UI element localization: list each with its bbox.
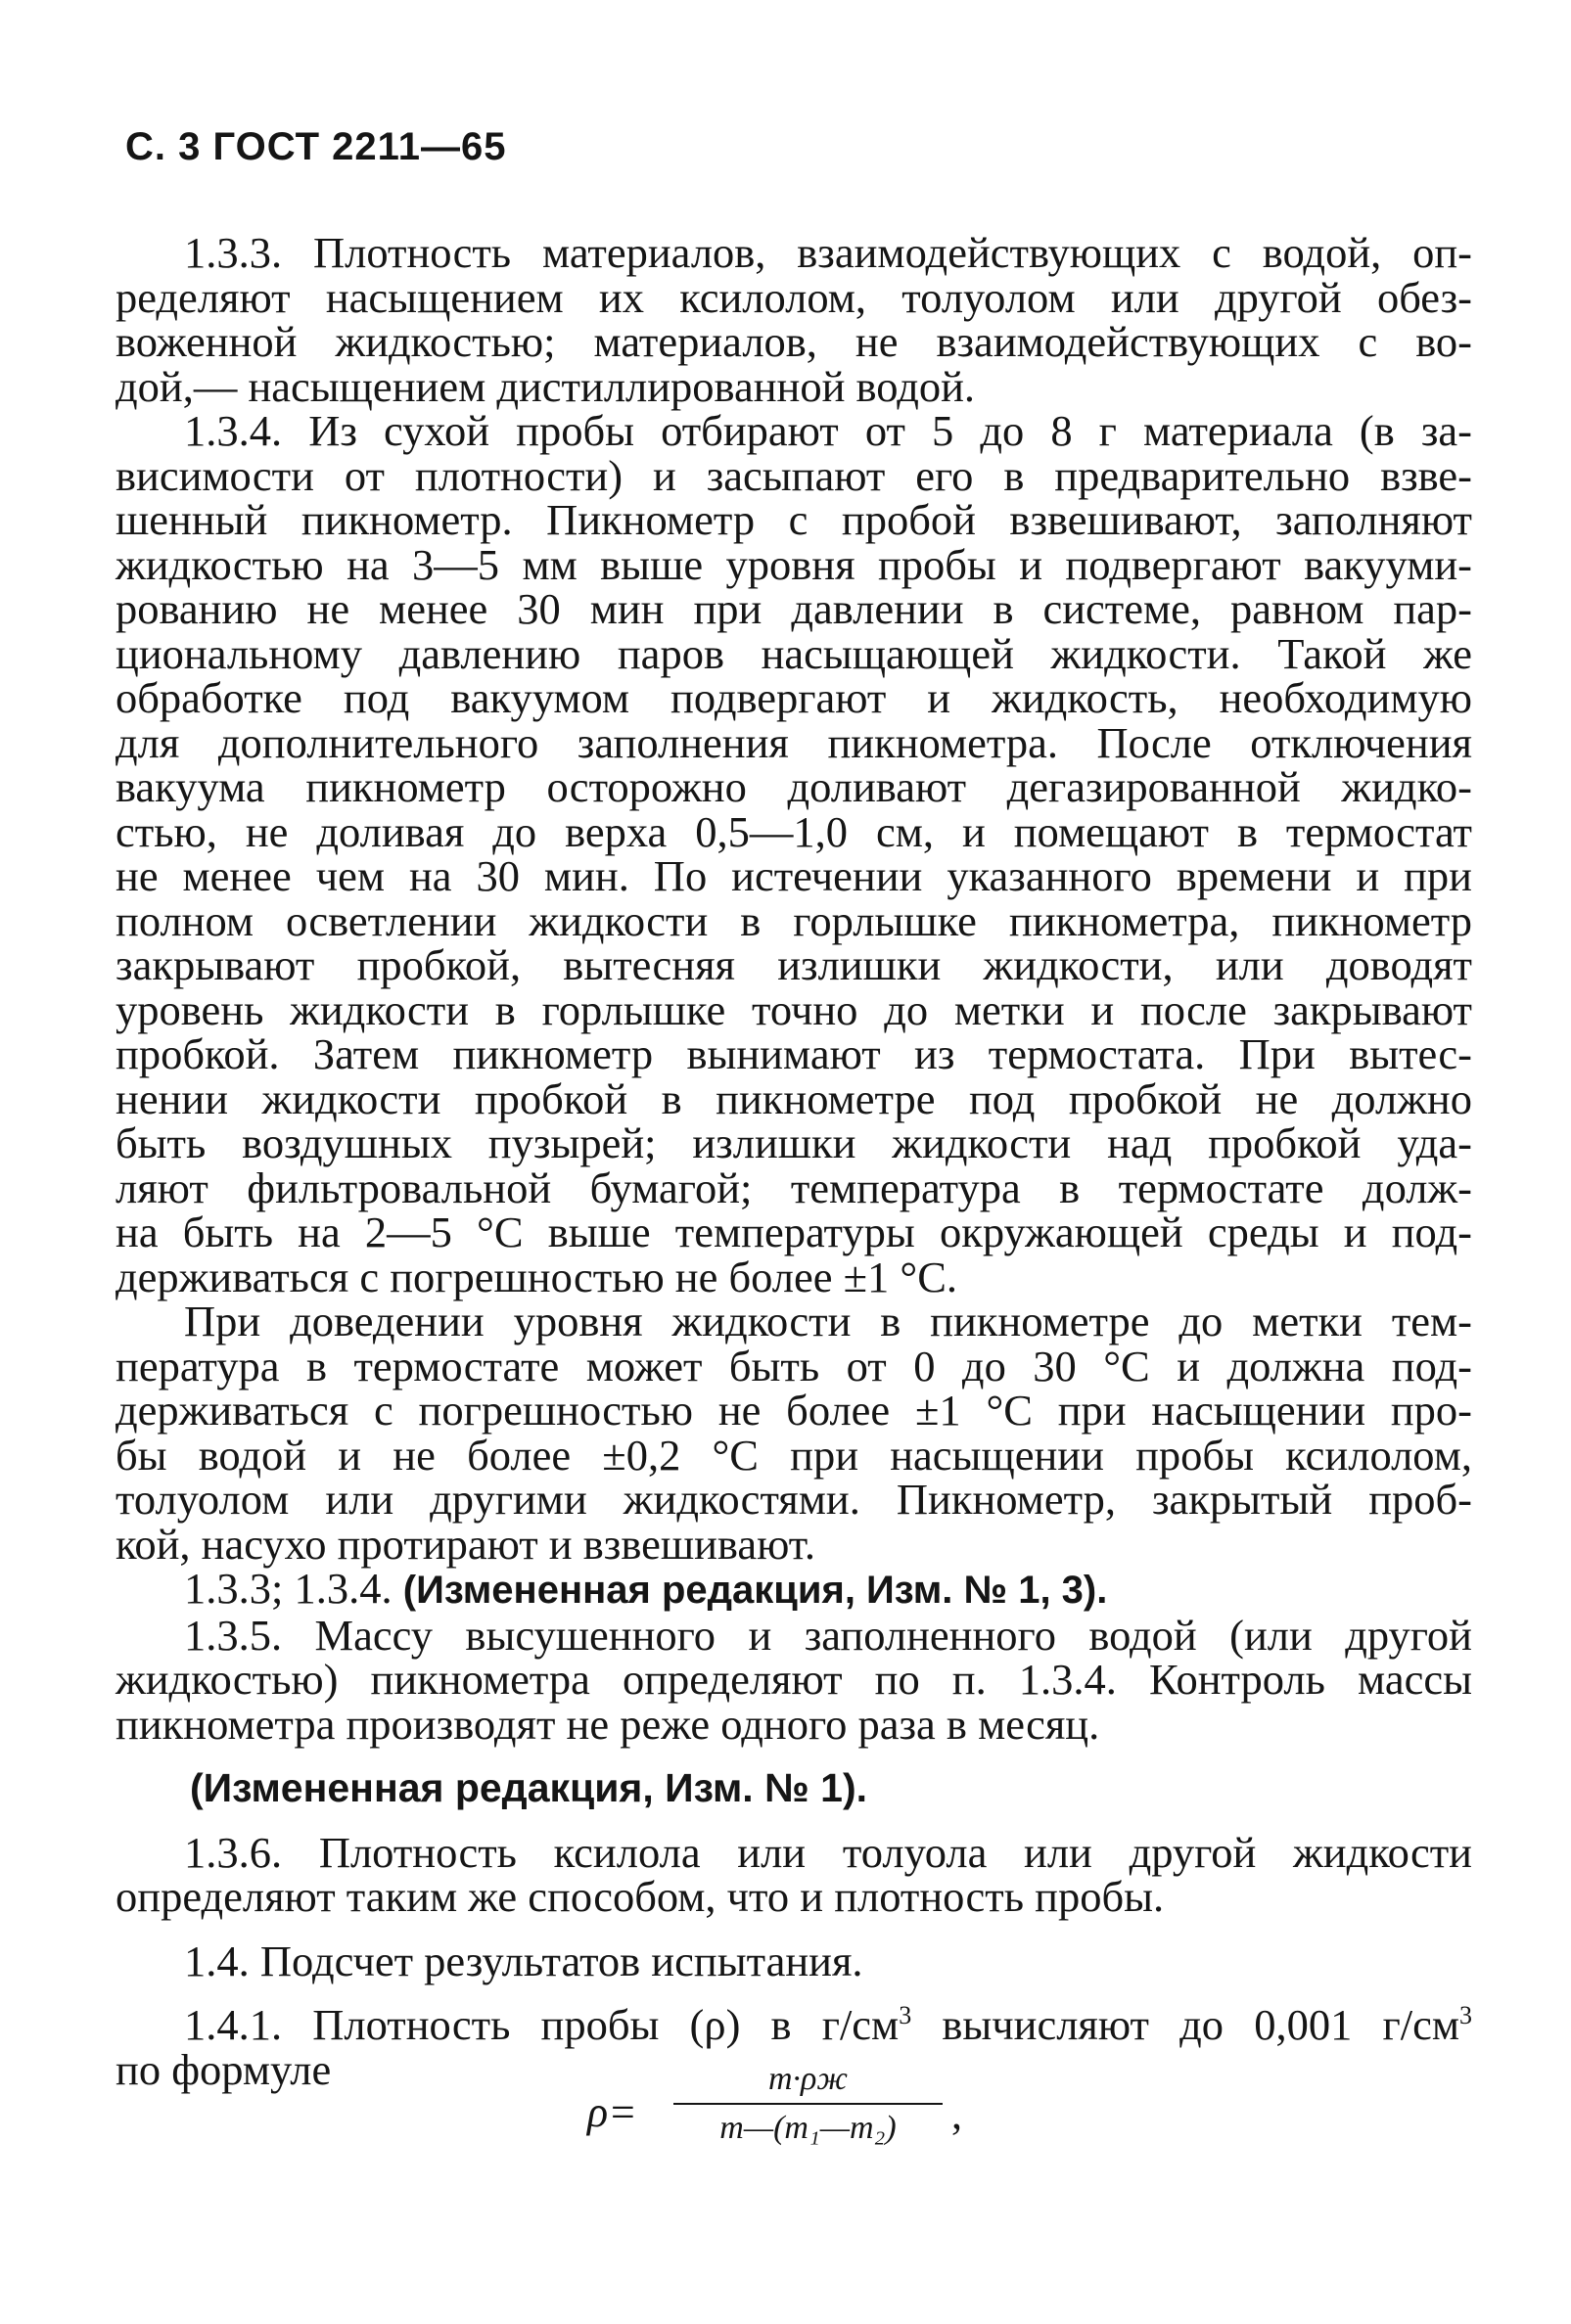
- text-line: При доведении уровня жидкости в пикнометре до метки тем-: [184, 1297, 1472, 1345]
- amendment-prefix: 1.3.3; 1.3.4.: [184, 1564, 403, 1613]
- text-line: обработке под вакуумом подвергают и жидкость, необходимую: [116, 673, 1472, 722]
- paragraph-1-3-6: [116, 1827, 1472, 1921]
- paragraph-1-3-3: [116, 228, 1472, 411]
- text-line: толуолом или другими жидкостями. Пикнометр, закрытый проб-: [116, 1475, 1472, 1524]
- text-line: кой, насухо протирают и взвешивают.: [116, 1519, 815, 1569]
- paragraph-1-3-4: [116, 406, 1472, 1301]
- text-line: [116, 1564, 1472, 1614]
- text-line: стью, не доливая до верха 0,5—1,0 см, и помещают в термостат: [116, 806, 1472, 856]
- text-line: закрывают пробкой, вытесняя излишки жидкости, или доводят: [116, 940, 1472, 989]
- section-heading: 1.4. Подсчет результатов испытания.: [184, 1936, 863, 1985]
- paragraph-1-3-5: [116, 1610, 1472, 1749]
- text-line: быть воздушных пузырей; излишки жидкости над пробкой уда-: [116, 1118, 1472, 1167]
- text-line: дой,— насыщением дистиллированной водой.: [116, 361, 976, 411]
- text-fragment: 1.4.1. Плотность пробы (ρ) в г/см: [184, 2000, 900, 2049]
- formula-fraction: [673, 2060, 943, 2148]
- formula-lhs: ρ=: [587, 2088, 637, 2136]
- text-line: висимости от плотности) и засыпают его в предварительно взве-: [116, 450, 1472, 500]
- text-line: 1.3.5. Массу высушенного и заполненного водой (или другой: [184, 1610, 1472, 1660]
- text-line: шенный пикнометр. Пикнометр с пробой взвешивают, заполняют: [116, 495, 1472, 544]
- formula-denominator: m—(m₁—m₂): [719, 2110, 897, 2146]
- text-line: вакуума пикнометр осторожно доливают дегазированной жидко-: [116, 762, 1472, 811]
- amendment-bold: (Измененная редакция, Изм. № 1, 3).: [402, 1569, 1108, 1612]
- text-line: для дополнительного заполнения пикнометра. После отключения: [116, 717, 1472, 767]
- text-line: ляют фильтровальной бумагой; температура в термостате долж-: [116, 1162, 1472, 1212]
- amendment-bold: (Измененная редакция, Изм. № 1).: [190, 1765, 868, 1810]
- text-line: жидкостью) пикнометра определяют по п. 1.3.4. Контроль массы: [116, 1655, 1472, 1704]
- density-formula: [587, 2060, 979, 2158]
- fraction-bar: [673, 2103, 943, 2105]
- paragraph-1-3-4-continued: [116, 1299, 1472, 1567]
- section-1-4: [116, 1936, 1472, 1985]
- text-line: 1.3.6. Плотность ксилола или толуола или другой жидкости: [184, 1827, 1472, 1877]
- amendment-note: [116, 1766, 1472, 1811]
- text-line: определяют таким же способом, что и плотность пробы.: [116, 1872, 1165, 1921]
- formula-comma: ,: [951, 2090, 962, 2138]
- text-line: полном осветлении жидкости в горлышке пикнометра, пикнометр: [116, 895, 1472, 945]
- superscript: 3: [899, 2001, 912, 2030]
- text-line: держиваться с погрешностью не более ±1 °С при насыщении про-: [116, 1386, 1472, 1435]
- text-line: жидкостью на 3—5 мм выше уровня пробы и подвергают вакууми-: [116, 539, 1472, 589]
- formula-numerator: m·ρж: [768, 2061, 848, 2097]
- text-line: держиваться с погрешностью не более ±1 °С.: [116, 1252, 958, 1301]
- text-line: 1.3.4. Из сухой пробы отбирают от 5 до 8 г материала (в за-: [184, 406, 1472, 455]
- text-line: на быть на 2—5 °С выше температуры окружающей среды и под-: [116, 1208, 1472, 1256]
- text-line: нении жидкости пробкой в пикнометре под пробкой не должно: [116, 1073, 1472, 1123]
- text-line: [116, 2000, 1472, 2049]
- text-line: рованию не менее 30 мин при давлении в системе, равном пар-: [116, 584, 1472, 633]
- text-line: воженной жидкостью; материалов, не взаимодействующих с во-: [116, 317, 1472, 366]
- text-line: уровень жидкости в горлышке точно до метки и после закрывают: [116, 984, 1472, 1034]
- text-line: не менее чем на 30 мин. По истечении указанного времени и при: [116, 851, 1472, 900]
- text-line: бы водой и не более ±0,2 °С при насыщении пробы ксилолом,: [116, 1430, 1472, 1480]
- page-header: С. 3 ГОСТ 2211—65: [125, 125, 507, 168]
- superscript: 3: [1459, 2001, 1472, 2030]
- text-line: пикнометра производят не реже одного раза в месяц.: [116, 1699, 1100, 1749]
- text-line: циональному давлению паров насыщающей жидкости. Такой же: [116, 628, 1472, 678]
- text-line: по формуле: [116, 2044, 332, 2094]
- amendment-note: [116, 1564, 1472, 1614]
- text-line: ределяют насыщением их ксилолом, толуолом или другой обез-: [116, 272, 1472, 322]
- text-line: пробкой. Затем пикнометр вынимают из термостата. При вытес-: [116, 1029, 1472, 1078]
- text-line: пература в термостате может быть от 0 до 30 °С и должна под-: [116, 1341, 1472, 1390]
- document-body: [116, 228, 1472, 2094]
- text-fragment: вычисляют до 0,001 г/см: [911, 2000, 1459, 2049]
- text-line: 1.3.3. Плотность материалов, взаимодействующих с водой, оп-: [184, 228, 1472, 277]
